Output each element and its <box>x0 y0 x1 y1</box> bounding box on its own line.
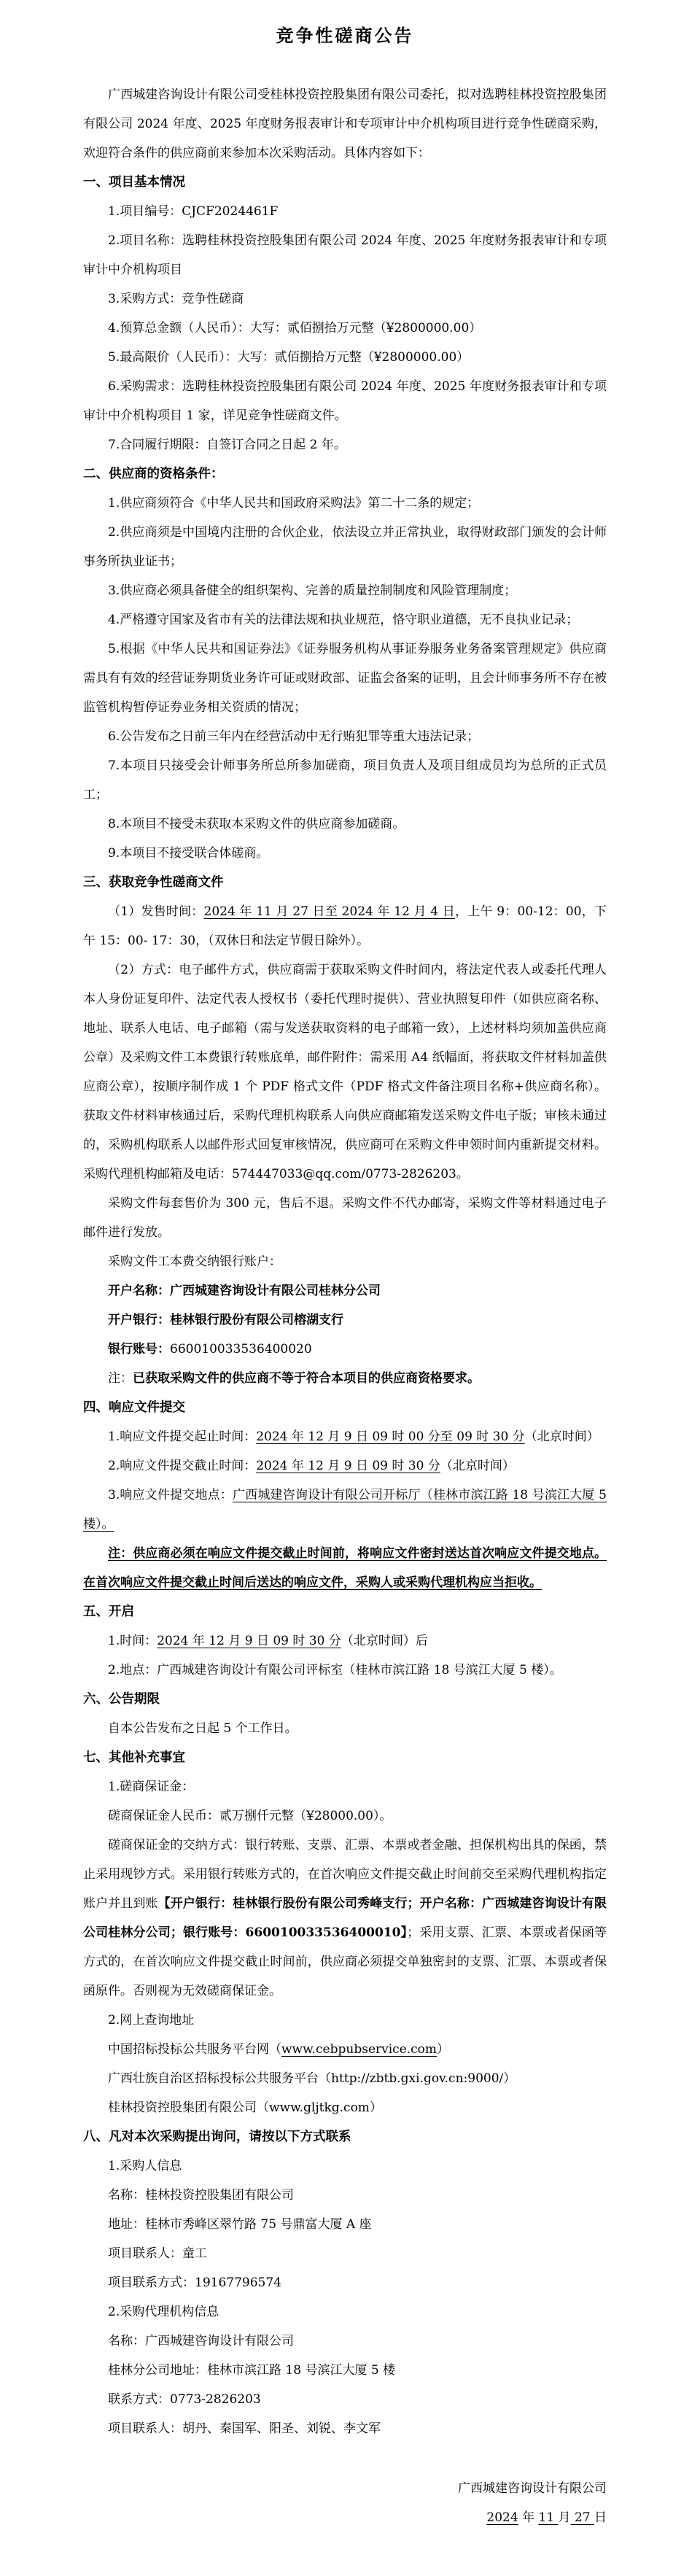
obtain-method <box>83 955 607 1189</box>
text-run: ；采用支票、汇票、本票或者保函等方式的，在首次响应文件提交截止时间前，供应商必须提交单独密封的支票、汇票、本票或者保函原件。否则视为无效磋商保证金。 <box>83 1925 607 1998</box>
text-run: 2024 年 12 月 9 日 09 时 30 分 <box>256 1459 440 1473</box>
submit-place <box>83 1481 607 1539</box>
text-run: 注：供应商必须在响应文件提交截止时间前，将响应文件密封送达首次响应文件提交地点。在首次响应文件提交截止时间后送达的响应文件，采购人或采购代理机构应当拒收。 <box>83 1546 607 1590</box>
section-4-heading <box>83 1393 607 1422</box>
text-run: 已获取采购文件的供应商不等于符合本项目的供应商资格要求。 <box>133 1371 480 1386</box>
text-run: 二、供应商的资格条件： <box>83 467 224 481</box>
agency-phone <box>83 2385 607 2414</box>
procurement-method <box>83 284 607 314</box>
project-number <box>83 197 607 226</box>
text-run: 5.根据《中华人民共和国证券法》《证券服务机构从事证券服务业务备案管理规定》供应商需具有有效的经营证券期货业务许可证或财政部、证监会备案的证明，且会计师事务所不存在被监管机构暂停证券业务相关资质的情况； <box>83 642 607 715</box>
text-run: 9.本项目不接受联合体磋商。 <box>108 846 269 861</box>
text-run: 2.供应商须是中国境内注册的合伙企业，依法设立并正常执业，取得财政部门颁发的会计师事务所执业证书； <box>83 525 607 569</box>
text-run: 联系方式：0773-2826203 <box>108 2392 261 2407</box>
section-6-heading <box>83 1685 607 1714</box>
text-run: 6.采购需求：选聘桂林投资控股集团有限公司 2024 年度、2025 年度财务报表审计和专项审计中介机构项目 1 家，详见竞争性磋商文件。 <box>83 379 607 423</box>
text-run: 6.公告发布之日前三年内在经营活动中无行贿犯罪等重大违法记录； <box>108 729 480 744</box>
text-run: （2）方式：电子邮件方式，供应商需于获取采购文件时间内，将法定代表人或委托代理人本人身份证复印件、法定代表人授权书（委托代理时提供）、营业执照复印件（如供应商名称、地址、联系人电话、电子邮箱（需与发送获取资料的电子邮箱一致），上述材料均须加盖供应商公章）及采购文件工本费银行转账底单，邮件附件：需采用 A4 纸幅面，将获取文件材料加盖供应商公章），按顺序制作成 1 个 PDF 格式文件（PDF 格式文件备注项目名称+供应商名称）。获取文件材料审核通过后，采购代理机构联系人向供应商邮箱发送采购文件电子版；审核未通过的，采购机构联系人以邮件形式回复审核情况，供应商可在采购文件申领时间内重新提交材料。采购代理机构邮箱及电话：574447033@qq.com/0773-2826203。 <box>83 963 607 1182</box>
text-run: 广西城建咨询设计有限公司 <box>458 2481 607 2496</box>
text-run: 2.响应文件提交截止时间： <box>108 1459 257 1473</box>
text-run: 桂林投资控股集团有限公司（ <box>108 2100 269 2115</box>
qualification-6 <box>83 722 607 751</box>
agency-name <box>83 2327 607 2356</box>
budget-total <box>83 314 607 343</box>
footer-date <box>83 2503 607 2532</box>
footer-company <box>83 2474 607 2503</box>
text-run: 注： <box>108 1371 133 1386</box>
text-run: 五、开启 <box>83 1605 134 1619</box>
purchaser-info-heading <box>83 2152 607 2181</box>
note-submit <box>83 1539 607 1597</box>
text-run: 项目联系方式：19167796574 <box>108 2276 281 2290</box>
qualification-7 <box>83 751 607 810</box>
section-2-heading <box>83 459 607 489</box>
text-run: 八、凡对本次采购提出询问，请按以下方式联系 <box>83 2130 351 2144</box>
text-run: 采购文件工本费交纳银行账户： <box>108 1254 281 1269</box>
text-run: 1.供应商须符合《中华人民共和国政府采购法》第二十二条的规定； <box>108 496 480 511</box>
project-name <box>83 226 607 284</box>
text-run: ） <box>369 2100 382 2115</box>
text-run: ） <box>503 2071 516 2086</box>
deposit-heading <box>83 1772 607 1801</box>
text-run: 磋商保证金的交纳方式：银行转账、支票、汇票、本票或者金融、担保机构出具的保函，禁止采用现钞方式。采用银行转账方式的，在首次响应文件提交截止时间前交至采购代理机构指定账户并且到账 <box>83 1838 607 1911</box>
text-run: 广西壮族自治区招标投标公共服务平台（ <box>108 2071 331 2086</box>
note-obtain <box>83 1364 607 1393</box>
text-run: 【开户银行：桂林银行股份有限公司秀峰支行；开户名称：广西城建咨询设计有限公司桂林分公司；银行账号：660010033536400010】 <box>83 1896 607 1940</box>
text-run: （北京时间） <box>524 1429 599 1444</box>
text-run: （北京时间） <box>440 1459 515 1473</box>
purchaser-contact <box>83 2239 607 2268</box>
fee-account-name <box>83 1276 607 1306</box>
text-run: 四、响应文件提交 <box>83 1400 185 1415</box>
qualification-5 <box>83 635 607 722</box>
text-run: 4.严格遵守国家及省市有关的法律法规和执业规范，恪守职业道德，无不良执业记录； <box>108 613 579 627</box>
text-run: 名称：桂林投资控股集团有限公司 <box>108 2188 294 2203</box>
query-platform-1 <box>83 2035 607 2064</box>
text-run: 六、公告期限 <box>83 1692 160 1707</box>
text-run: 项目联系人：胡丹、秦国军、阳圣、刘锐、李文军 <box>108 2421 381 2436</box>
text-run: 广西城建咨询设计有限公司开标厅（桂林市滨江路 18 号滨江大厦 5 楼）。 <box>83 1488 607 1532</box>
text-run: 开户银行：桂林银行股份有限公司榕湖支行 <box>108 1313 343 1327</box>
text-run: 月 <box>558 2510 571 2525</box>
text-run: 8.本项目不接受未获取本采购文件的供应商参加磋商。 <box>108 817 405 831</box>
query-platform-3 <box>83 2093 607 2122</box>
doc-title <box>83 19 607 53</box>
text-run: 2.网上查询地址 <box>108 2013 195 2028</box>
text-run: 1.磋商保证金： <box>108 1780 195 1794</box>
text-run: 27 <box>570 2510 594 2525</box>
text-run: 三、获取竞争性磋商文件 <box>83 875 224 890</box>
agency-branch-address <box>83 2356 607 2385</box>
deposit-payment <box>83 1831 607 2006</box>
cebpubservice-url[interactable]: www.cebpubservice.com <box>281 2042 438 2057</box>
qualification-1 <box>83 489 607 518</box>
text-run: 项目联系人：童工 <box>108 2246 207 2261</box>
text-run: 660010033536400020 <box>170 1342 312 1357</box>
text-run: 名称：广西城建咨询设计有限公司 <box>108 2334 294 2348</box>
text-run: （1）发售时间： <box>108 904 204 919</box>
text-run: 1.时间： <box>108 1634 158 1648</box>
intro-paragraph <box>83 80 607 168</box>
text-run: 2024 年 12 月 9 日 09 时 00 分至 09 时 30 分 <box>256 1429 525 1444</box>
text-run: 1.项目编号：CJCF2024461F <box>108 204 279 219</box>
text-run: 磋商保证金人民币：贰万捌仟元整（¥28000.00）。 <box>108 1809 392 1823</box>
purchaser-phone <box>83 2268 607 2297</box>
text-run: 银行账号： <box>108 1342 170 1357</box>
open-place <box>83 1656 607 1685</box>
purchaser-address <box>83 2210 607 2239</box>
text-run: ） <box>437 2042 450 2057</box>
text-run: 日 <box>594 2510 607 2525</box>
text-run: 竞争性磋商公告 <box>276 25 414 46</box>
submit-start-end-time <box>83 1422 607 1451</box>
deposit-amount <box>83 1801 607 1831</box>
submit-deadline <box>83 1451 607 1481</box>
query-platform-2 <box>83 2064 607 2093</box>
text-run: 七、其他补充事宜 <box>83 1750 185 1765</box>
text-run: 3.响应文件提交地点： <box>108 1488 233 1502</box>
fee-account-bank <box>83 1306 607 1335</box>
agency-info-heading <box>83 2297 607 2327</box>
sale-time <box>83 897 607 955</box>
text-run: 开户名称：广西城建咨询设计有限公司桂林分公司 <box>108 1284 381 1298</box>
text-run: 7.合同履行期限：自签订合同之日起 2 年。 <box>108 438 346 452</box>
text-run: 7.本项目只接受会计师事务所总所参加磋商，项目负责人及项目组成员均为总所的正式员工； <box>83 759 607 802</box>
text-run: （北京时间）后 <box>341 1634 428 1648</box>
text-run: 地址：桂林市秀峰区翠竹路 75 号鼎富大厦 A 座 <box>108 2217 372 2232</box>
text-run: 采购文件每套售价为 300 元，售后不退。采购文件不代办邮寄，采购文件等材料通过电子邮件进行发放。 <box>83 1196 607 1240</box>
gljtkg-url[interactable]: www.gljtkg.com <box>269 2100 370 2115</box>
contract-term <box>83 430 607 459</box>
text-run: 自本公告发布之日起 5 个工作日。 <box>108 1721 298 1736</box>
qualification-3 <box>83 576 607 605</box>
text-run: ，上午 9：00-12：00，下午 15：00- 17：30，（双休日和法定节假日除外）。 <box>83 904 607 948</box>
section-8-heading <box>83 2122 607 2152</box>
text-run: 1.响应文件提交起止时间： <box>108 1429 257 1444</box>
text-run: 2024 <box>486 2510 518 2525</box>
max-price <box>83 343 607 372</box>
text-run: 2.地点：广西城建咨询设计有限公司评标室（桂林市滨江路 18 号滨江大厦 5 楼）。 <box>108 1663 562 1677</box>
section-7-heading <box>83 1743 607 1772</box>
qualification-4 <box>83 605 607 635</box>
text-run: 年 <box>518 2510 539 2525</box>
text-run: 桂林分公司地址：桂林市滨江路 18 号滨江大厦 5 楼 <box>108 2363 396 2378</box>
text-run: 中国招标投标公共服务平台网（ <box>108 2042 281 2057</box>
qualification-2 <box>83 518 607 576</box>
text-run: 5.最高限价（人民币）：大写：贰佰捌拾万元整（¥2800000.00） <box>108 350 470 365</box>
text-run: 3.采购方式：竞争性磋商 <box>108 292 244 306</box>
text-run: 3.供应商必须具备健全的组织架构、完善的质量控制制度和风险管理制度； <box>108 583 517 598</box>
text-run: 广西城建咨询设计有限公司受桂林投资控股集团有限公司委托，拟对选聘桂林投资控股集团有限公司 2024 年度、2025 年度财务报表审计和专项审计中介机构项目进行竞争性磋商采购，欢迎符合条件的供应商前来参加本次采购活动。具体内容如下： <box>83 88 607 160</box>
text-run: 2.项目名称：选聘桂林投资控股集团有限公司 2024 年度、2025 年度财务报表审计和专项审计中介机构项目 <box>83 233 607 277</box>
section-1-heading <box>83 168 607 197</box>
text-run: 2024 年 11 月 27 日至 2024 年 12 月 4 日 <box>203 904 456 919</box>
qualification-8 <box>83 810 607 839</box>
section-5-heading <box>83 1597 607 1626</box>
doc-price <box>83 1189 607 1247</box>
purchaser-name <box>83 2181 607 2210</box>
text-run: 2024 年 12 月 9 日 09 时 30 分 <box>157 1634 341 1648</box>
text-run: 一、项目基本情况 <box>83 175 185 190</box>
section-3-heading <box>83 868 607 897</box>
text-run: 2.采购代理机构信息 <box>108 2305 219 2319</box>
qualification-9 <box>83 839 607 868</box>
announcement-period <box>83 1714 607 1743</box>
text-run: 4.预算总金额（人民币）：大写：贰佰捌拾万元整（¥2800000.00） <box>108 321 482 335</box>
agency-contacts <box>83 2414 607 2443</box>
online-query-heading <box>83 2006 607 2035</box>
open-time <box>83 1626 607 1656</box>
fee-account-number <box>83 1335 607 1364</box>
procurement-demand <box>83 372 607 430</box>
zbtb-gxi-url[interactable]: http://zbtb.gxi.gov.cn:9000/ <box>331 2071 504 2086</box>
text-run: 11 <box>538 2510 559 2525</box>
fee-account-intro <box>83 1247 607 1276</box>
text-run: 1.采购人信息 <box>108 2159 182 2173</box>
